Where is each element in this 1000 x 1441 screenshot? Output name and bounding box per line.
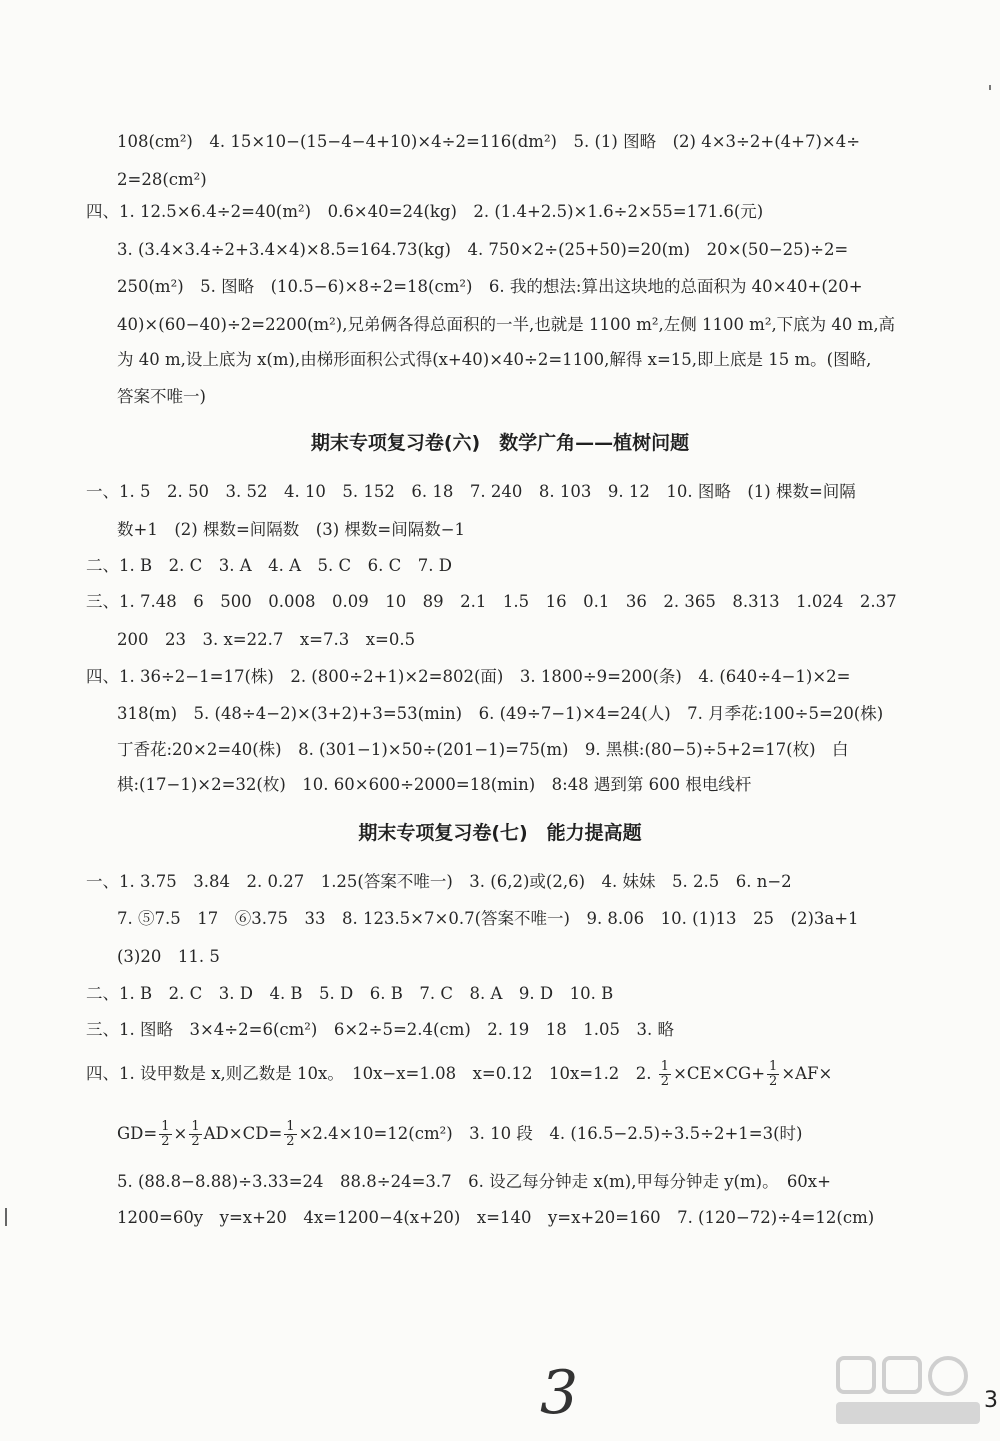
fraction-half — [159, 1120, 171, 1149]
fraction-denominator: 2 — [286, 1134, 295, 1149]
answer-line: 三、1. 7.48 6 500 0.008 0.09 10 89 2.1 1.5 16 0.1 36 2. 365 8.313 1.024 2.37 — [86, 592, 897, 611]
answer-text: ×2.4×10=12(cm²) 3. 10 段 4. (16.5−2.5)÷3.5÷2+1=3(时) — [298, 1124, 803, 1143]
margin-mark — [5, 1208, 7, 1226]
section-title-7: 期末专项复习卷(七) 能力提高题 — [358, 822, 642, 844]
answer-line: 一、1. 5 2. 50 3. 52 4. 10 5. 152 6. 18 7. 240 8. 103 9. 12 10. 图略 (1) 棵数=间隔 — [86, 482, 856, 501]
answer-line: 200 23 3. x=22.7 x=7.3 x=0.5 — [117, 630, 416, 649]
answer-line: 5. (88.8−8.88)÷3.33=24 88.8÷24=3.7 6. 设乙每分钟走 x(m),甲每分钟走 y(m)。 60x+ — [117, 1172, 831, 1191]
answer-line: 四、1. 36÷2−1=17(株) 2. (800÷2+1)×2=802(面) 3. 1800÷9=200(条) 4. (640÷4−1)×2= — [86, 667, 851, 686]
answer-line: 2=28(cm²) — [117, 170, 207, 189]
fraction-denominator: 2 — [660, 1074, 670, 1089]
answer-line: 3. (3.4×3.4÷2+3.4×4)×8.5=164.73(kg) 4. 750×2÷(25+50)=20(m) 20×(50−25)÷2= — [117, 240, 849, 259]
answer-text: AD×CD= — [203, 1124, 283, 1143]
fraction-numerator: 1 — [191, 1119, 200, 1134]
answer-line: 一、1. 3.75 3.84 2. 0.27 1.25(答案不唯一) 3. (6,2)或(2,6) 4. 妹妹 5. 2.5 6. n−2 — [86, 872, 792, 891]
fraction-half — [767, 1060, 779, 1089]
answer-line: 丁香花:20×2=40(株) 8. (301−1)×50÷(201−1)=75(m) 9. 黑棋:(80−5)÷5+2=17(枚) 白 — [117, 740, 849, 759]
answer-text: ×AF× — [781, 1064, 833, 1083]
fraction-denominator: 2 — [161, 1134, 170, 1149]
speck-mark — [989, 85, 991, 90]
answer-line: 棋:(17−1)×2=32(枚) 10. 60×600÷2000=18(min) 8:48 遇到第 600 根电线杆 — [117, 775, 752, 794]
answer-line: 数+1 (2) 棵数=间隔数 (3) 棵数=间隔数−1 — [117, 520, 466, 539]
answer-line: 108(cm²) 4. 15×10−(15−4−4+10)×4÷2=116(dm²) 5. (1) 图略 (2) 4×3÷2+(4+7)×4÷ — [117, 132, 861, 151]
answer-line: 二、1. B 2. C 3. A 4. A 5. C 6. C 7. D — [86, 556, 452, 575]
fraction-numerator: 1 — [161, 1119, 170, 1134]
answer-line: 为 40 m,设上底为 x(m),由梯形面积公式得(x+40)×40÷2=1100,解得 x=15,即上底是 15 m。(图略, — [117, 350, 872, 369]
answer-line: 40)×(60−40)÷2=2200(m²),兄弟俩各得总面积的一半,也就是 1100 m²,左侧 1100 m²,下底为 40 m,高 — [117, 315, 896, 334]
answer-line: 250(m²) 5. 图略 (10.5−6)×8÷2=18(cm²) 6. 我的想法:算出这块地的总面积为 40×40+(20+ — [117, 277, 863, 296]
answer-line: 二、1. B 2. C 3. D 4. B 5. D 6. B 7. C 8. A 9. D 10. B — [86, 984, 614, 1003]
answer-line: 四、1. 12.5×6.4÷2=40(m²) 0.6×40=24(kg) 2. (1.4+2.5)×1.6÷2×55=171.6(元) — [86, 202, 764, 221]
answer-line: 1200=60y y=x+20 4x=1200−4(x+20) x=140 y=x+20=160 7. (120−72)÷4=12(cm) — [117, 1208, 875, 1227]
fraction-denominator: 2 — [191, 1134, 200, 1149]
fraction-denominator: 2 — [769, 1074, 778, 1089]
answer-line: 7. ⑤7.5 17 ⑥3.75 33 8. 123.5×7×0.7(答案不唯一) 9. 8.06 10. (1)13 25 (2)3a+1 — [117, 909, 859, 928]
section-title-6: 期末专项复习卷(六) 数学广角——植树问题 — [310, 432, 690, 454]
answer-text: × — [173, 1124, 188, 1143]
fraction-numerator: 1 — [286, 1119, 295, 1134]
answer-line: 318(m) 5. (48÷4−2)×(3+2)+3=53(min) 6. (49÷7−1)×4=24(人) 7. 月季花:100÷5=20(株) — [117, 704, 884, 723]
fraction-numerator: 1 — [769, 1059, 778, 1074]
fraction-half — [284, 1120, 296, 1149]
handwritten-mark: 3 — [540, 1358, 579, 1428]
answer-text: 四、1. 设甲数是 x,则乙数是 10x。 10x−x=1.08 x=0.12 10x=1.2 2. — [86, 1064, 657, 1083]
watermark-logo — [830, 1350, 990, 1430]
answer-text: ×CE×CG+ — [673, 1064, 766, 1083]
answer-line-fractions — [117, 1120, 802, 1149]
answer-line: 三、1. 图略 3×4÷2=6(cm²) 6×2÷5=2.4(cm) 2. 19 18 1.05 3. 略 — [86, 1020, 675, 1039]
answer-line: (3)20 11. 5 — [117, 947, 220, 966]
answer-line-fractions — [86, 1060, 832, 1089]
fraction-half — [189, 1120, 201, 1149]
answer-text: GD= — [117, 1124, 158, 1143]
page-number: 3 — [984, 1388, 998, 1413]
fraction-numerator: 1 — [660, 1059, 670, 1074]
fraction-half — [659, 1060, 671, 1089]
answer-line: 答案不唯一) — [117, 387, 206, 406]
